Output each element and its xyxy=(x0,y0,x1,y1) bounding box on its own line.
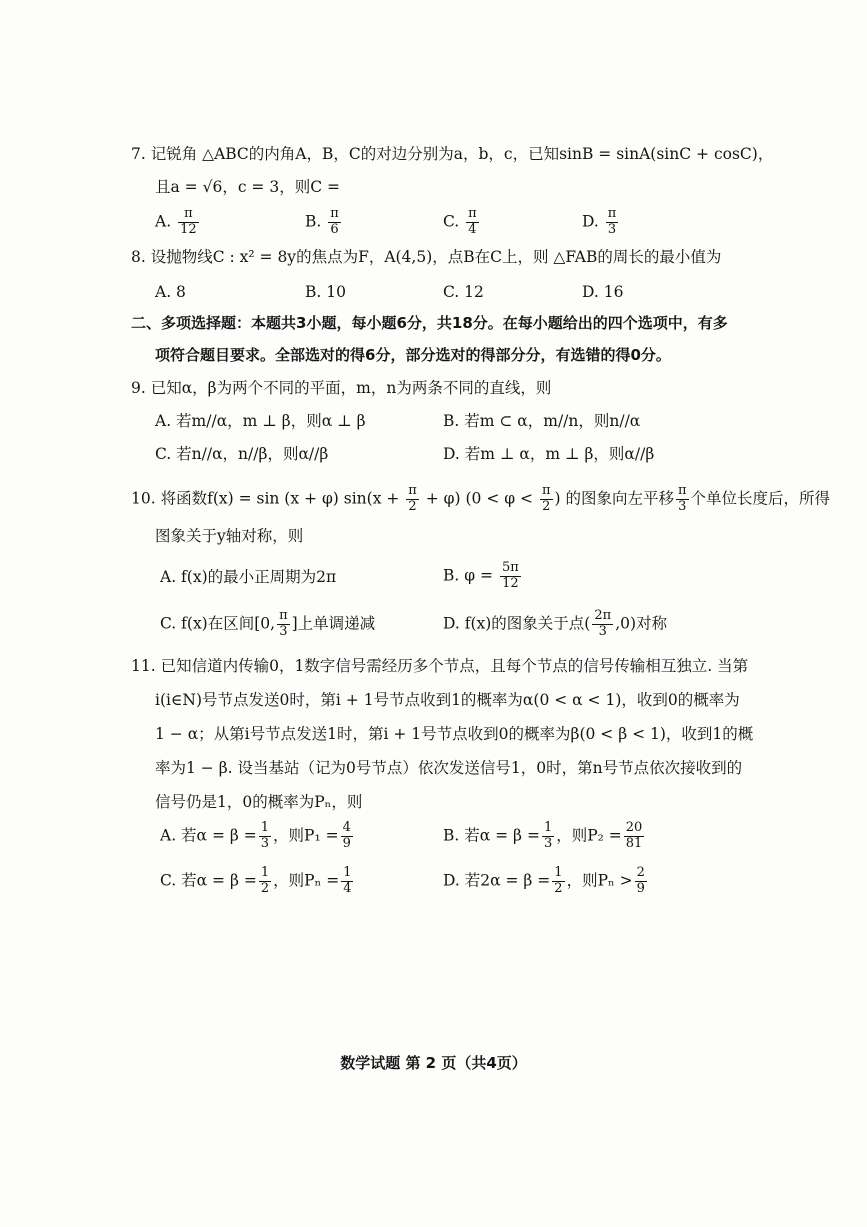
q10-option-a: A. f(x)的最小正周期为2π xyxy=(160,568,337,586)
q7-option-c: C. $\frac{\pi}{4}$ xyxy=(443,206,477,237)
q11-option-c: C. 若α = β = $\frac{1}{2}$ ，则Pₙ = $\frac{1}{4}$ xyxy=(160,865,352,896)
q11-stem-line-3: 1 − α；从第i号节点发送1时，第i + 1号节点收到0的概率为β(0 < β < 1)，收到1的概 xyxy=(155,725,754,743)
q8-option-c: C. 12 xyxy=(443,283,484,301)
q11-option-b: B. 若α = β = $\frac{1}{3}$ ，则P₂ = $\frac{20}{81}$ xyxy=(443,820,643,851)
q11-option-d: D. 若2α = β = $\frac{1}{2}$ ，则Pₙ > $\frac{2}{9}$ xyxy=(443,865,645,896)
section2-heading-2: 项符合题目要求。全部选对的得6分，部分选对的得部分分，有选错的得0分。 xyxy=(155,346,671,364)
q7-option-a: A. $\frac{\pi}{12}$ xyxy=(155,206,197,237)
q9-option-c: C. 若n//α，n//β，则α//β xyxy=(155,445,329,463)
q7-option-b: B. $\frac{\pi}{6}$ xyxy=(305,206,339,237)
q8-option-d: D. 16 xyxy=(582,283,624,301)
q9-option-b: B. 若m ⊂ α，m//n，则n//α xyxy=(443,412,641,430)
section2-heading: 二、多项选择题：本题共3小题，每小题6分，共18分。在每小题给出的四个选项中，有多 xyxy=(131,314,728,332)
q11-stem-line-1: 11. 已知信道内传输0，1数字信号需经历多个节点，且每个节点的信号传输相互独立. 当第 xyxy=(131,657,749,675)
q7-stem-2: 且a = √6，c = 3，则C = xyxy=(155,178,340,196)
q10-option-d: D. f(x)的图象关于点( $\frac{2\pi}{3}$ ,0)对称 xyxy=(443,608,668,639)
q9-option-d: D. 若m ⊥ α，m ⊥ β，则α//β xyxy=(443,445,655,463)
q8-option-a: A. 8 xyxy=(155,283,186,301)
q10-option-c: C. f(x)在区间[0, $\frac{\pi}{3}$ ]上单调递减 xyxy=(160,608,376,639)
q10-option-b: B. φ = $\frac{5\pi}{12}$ xyxy=(443,560,519,591)
q8-option-b: B. 10 xyxy=(305,283,346,301)
q11-stem-line-2: i(i∈N)号节点发送0时，第i + 1号节点收到1的概率为α(0 < α < 1)，收到0的概率为 xyxy=(155,691,740,709)
q7-stem: 7. 记锐角 △ABC的内角A，B，C的对边分别为a，b，c，已知sinB = sinA(sinC + cosC)， xyxy=(131,145,774,163)
q9-option-a: A. 若m//α，m ⊥ β，则α ⊥ β xyxy=(155,412,366,430)
page-footer: 数学试题 第 2 页（共4页） xyxy=(340,1054,527,1072)
q10-stem: 10. 将函数f(x) = sin (x + φ) sin(x + $\frac{\pi}{2}$ + φ) (0 < φ < $\frac{\pi}{2}$ ) 的图象向左平移 $\frac{\pi}{3}$ 个单位长度后，所得 xyxy=(131,483,831,514)
q11-stem-line-4: 率为1 − β. 设当基站（记为0号节点）依次发送信号1，0时，第n号节点依次接收到的 xyxy=(155,759,743,777)
q10-stem-2: 图象关于y轴对称，则 xyxy=(155,527,304,545)
q7-option-d: D. $\frac{\pi}{3}$ xyxy=(582,206,617,237)
q9-stem: 9. 已知α，β为两个不同的平面，m，n为两条不同的直线，则 xyxy=(131,379,552,397)
q8-stem: 8. 设抛物线C : x² = 8y的焦点为F，A(4,5)，点B在C上，则 △FAB的周长的最小值为 xyxy=(131,248,722,266)
q11-option-a: A. 若α = β = $\frac{1}{3}$ ，则P₁ = $\frac{4}{9}$ xyxy=(160,820,351,851)
q11-stem-line-5: 信号仍是1，0的概率为Pₙ，则 xyxy=(155,793,363,811)
